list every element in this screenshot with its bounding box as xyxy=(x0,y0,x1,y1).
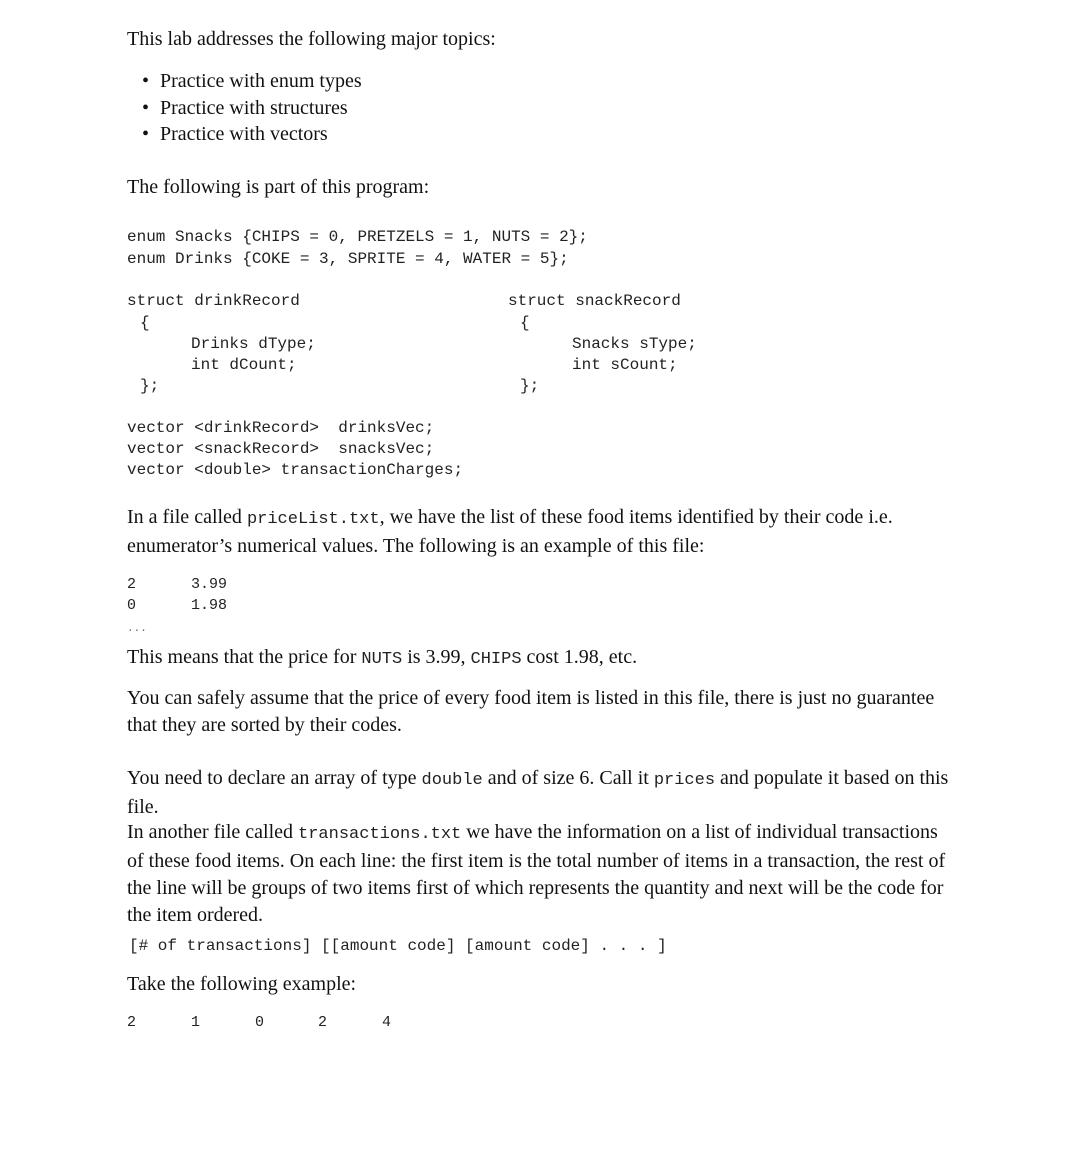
struct-header: struct snackRecord xyxy=(508,292,681,310)
struct-field: int sCount; xyxy=(572,356,678,374)
pricelist-paragraph: In a file called priceList.txt, we have the list of these food items identified by their code i.e. enumerator’s numerical values. The following is an example of this file: xyxy=(127,506,893,557)
struct-close-brace: }; xyxy=(140,377,160,395)
list-item: • Practice with structures xyxy=(127,95,362,122)
struct-field: Drinks dType; xyxy=(191,335,316,353)
example-value: 4 xyxy=(382,1014,392,1031)
struct-header: struct drinkRecord xyxy=(127,292,300,310)
example-value: 2 xyxy=(318,1014,328,1031)
program-intro: The following is part of this program: xyxy=(127,176,430,198)
example-intro: Take the following example: xyxy=(127,973,357,995)
vector-line: vector <snackRecord> snacksVec; xyxy=(127,440,435,458)
enum-snacks-code: enum Snacks {CHIPS = 0, PRETZELS = 1, NUTS = 2}; xyxy=(127,228,588,246)
intro-text: This lab addresses the following major topics: xyxy=(127,28,496,50)
enum-drinks-code: enum Drinks {COKE = 3, SPRITE = 4, WATER = 5}; xyxy=(127,250,569,268)
assume-paragraph: You can safely assume that the price of every food item is listed in this file, there is just no guarantee that they are sorted by their codes. xyxy=(127,687,935,736)
topics-list xyxy=(127,68,362,148)
price-code: 0 xyxy=(127,597,137,614)
format-line: [# of transactions] [[amount code] [amount code] . . . ] xyxy=(129,937,667,955)
struct-close-brace: }; xyxy=(520,377,540,395)
vector-line: vector <drinkRecord> drinksVec; xyxy=(127,419,435,437)
example-value: 0 xyxy=(255,1014,265,1031)
struct-field: int dCount; xyxy=(191,356,297,374)
example-value: 1 xyxy=(191,1014,201,1031)
list-item: • Practice with enum types xyxy=(127,68,362,95)
vector-line: vector <double> transactionCharges; xyxy=(127,461,464,479)
transactions-paragraph: In another file called transactions.txt we have the information on a list of individual transactions of these food items. On each line: the first item is the total number of items in a transaction, the rest of the line will be groups of two items first of which represents the quantity and next will be the code for the item ordered. xyxy=(127,821,946,926)
struct-open-brace: { xyxy=(140,314,150,332)
price-value: 1.98 xyxy=(191,597,228,614)
struct-open-brace: { xyxy=(520,314,530,332)
price-value: 3.99 xyxy=(191,576,228,593)
price-code: 2 xyxy=(127,576,137,593)
list-item: • Practice with vectors xyxy=(127,121,362,148)
struct-field: Snacks sType; xyxy=(572,335,697,353)
price-ellipsis: ... xyxy=(127,623,147,635)
means-paragraph: This means that the price for NUTS is 3.99, CHIPS cost 1.98, etc. xyxy=(127,646,638,669)
declare-paragraph: You need to declare an array of type double and of size 6. Call it prices and populate it based on this file. xyxy=(127,767,949,818)
example-value: 2 xyxy=(127,1014,137,1031)
